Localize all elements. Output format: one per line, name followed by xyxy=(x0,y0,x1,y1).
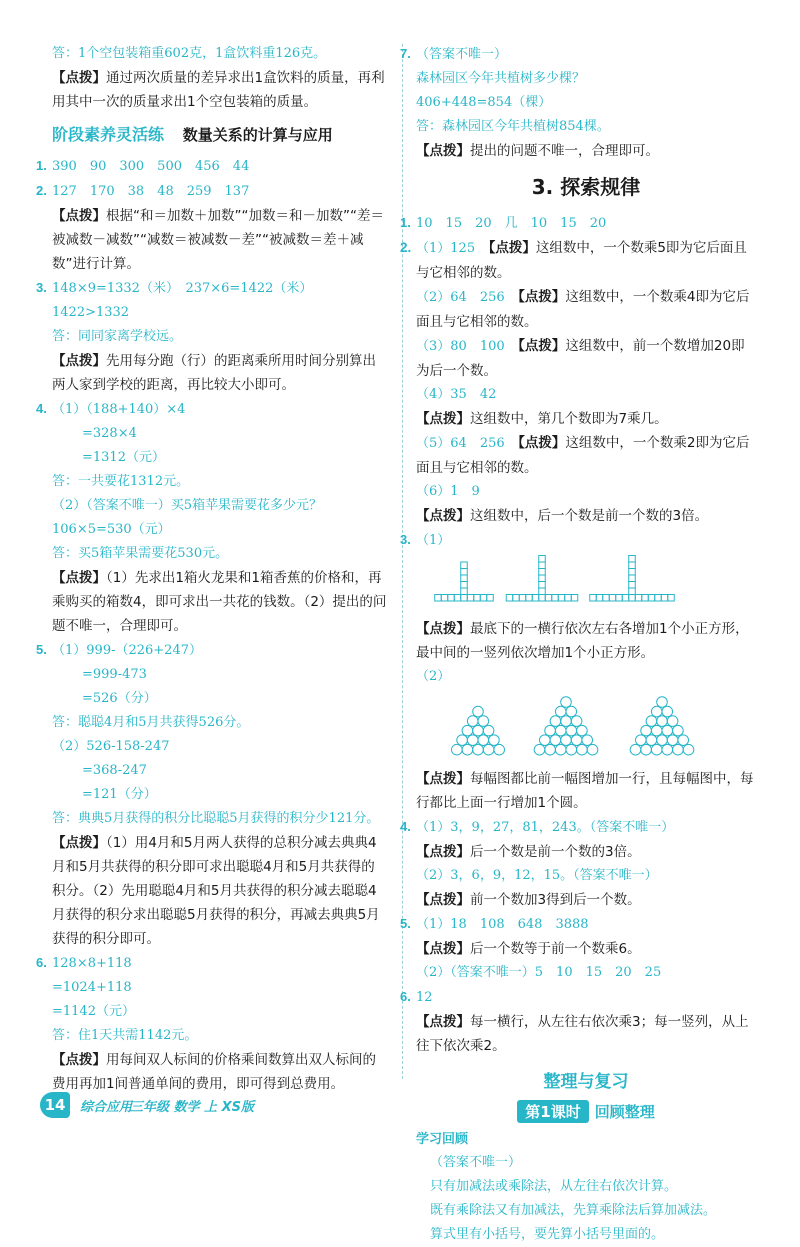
tip-tag: 【点拨】 xyxy=(518,435,566,451)
pattern-circle xyxy=(566,725,577,736)
pattern-square xyxy=(629,582,636,589)
answer-line: 答：典典5月获得的积分比聪聪5月获得的积分少121分。 xyxy=(52,811,380,826)
question-number: 7. xyxy=(400,46,411,61)
question-1 xyxy=(36,154,388,179)
question-number: 4. xyxy=(36,401,47,416)
answer-text: 12 xyxy=(416,990,433,1005)
pattern-circle xyxy=(457,735,468,746)
answer-line: （2）（答案不唯一）买5箱苹果需要花多少元？ xyxy=(52,498,323,513)
pattern-square xyxy=(539,588,546,595)
question-number: 3. xyxy=(36,280,47,295)
tip-text: 后一个数是前一个数的3倍。 xyxy=(470,844,641,860)
tip-text: 后一个数等于前一个数乘6。 xyxy=(470,941,641,957)
pattern-square xyxy=(474,595,481,602)
pattern-square xyxy=(539,562,546,569)
answer-line: =1024+118 xyxy=(52,980,132,995)
pattern-square xyxy=(441,595,448,602)
pattern-square xyxy=(480,595,487,602)
pattern-circle xyxy=(555,706,566,717)
pattern-circle xyxy=(673,725,684,736)
question-4 xyxy=(36,397,388,422)
lesson-title: 回顾整理 xyxy=(594,1103,655,1121)
answer-text: （1）18 108 648 3888 xyxy=(416,917,589,932)
pattern-circle xyxy=(571,716,582,727)
answer-text: （1）（188+140）×4 xyxy=(52,402,186,417)
lesson-header xyxy=(416,1100,756,1123)
tip-paragraph xyxy=(416,617,756,665)
pattern-square xyxy=(571,595,578,602)
question-3 xyxy=(36,276,388,301)
tip-text: 先用每分跑（行）的距离乘所用时间分别算出两人家到学校的距离，再比较大小即可。 xyxy=(52,353,376,393)
tip-text: 这组数中，一个数乘5即为它后面且与它相邻的数。 xyxy=(416,240,747,281)
answer-text: （3）80 100 xyxy=(416,339,505,354)
tip-paragraph xyxy=(416,139,756,163)
tip-text: 这组数中，前一个数增加20即为后一个数。 xyxy=(416,338,745,379)
answer-text: 127 170 38 48 259 137 xyxy=(52,184,250,199)
brand-logo: 综合应用 xyxy=(80,1100,133,1115)
pattern-circle xyxy=(473,744,484,755)
pattern-circle xyxy=(478,735,489,746)
pattern-square xyxy=(532,595,539,602)
tip-paragraph xyxy=(52,349,388,397)
pattern-square xyxy=(603,595,610,602)
pattern-circle xyxy=(561,716,572,727)
tip-text: 提出的问题不唯一，合理即可。 xyxy=(470,143,659,159)
pattern-square xyxy=(655,595,662,602)
tip-text: 最底下的一横行依次左右各增加1个小正方形，最中间的一竖列依次增加1个小正方形。 xyxy=(416,621,749,661)
pattern-circle xyxy=(582,735,593,746)
tip-text: 这组数中，一个数乘4即为它后面且与它相邻的数。 xyxy=(416,289,750,330)
question-number: 6. xyxy=(36,955,47,970)
pattern-circle xyxy=(473,725,484,736)
answer-line: =1142（元） xyxy=(52,1004,135,1019)
pattern-circle xyxy=(662,725,673,736)
pattern-circle xyxy=(550,716,561,727)
pattern-circle xyxy=(667,735,678,746)
tip-text: 每一横行，从左往右依次乘3；每一竖列，从上往下依次乘2。 xyxy=(416,1014,749,1054)
answer-line: 答：同同家离学校远。 xyxy=(52,329,183,344)
left-column xyxy=(36,42,388,1096)
tip-text: 根据“和＝加数＋加数”“加数＝和－加数”“差＝被减数－减数”“减数＝被减数－差”“被减数＝差＋减数”进行计算。 xyxy=(52,208,384,272)
pattern-square xyxy=(487,595,494,602)
pattern-circle xyxy=(566,744,577,755)
pattern-square xyxy=(519,595,526,602)
review-line: 只有加减法或乘除法，从左往右依次计算。 xyxy=(430,1179,678,1194)
section-header xyxy=(52,122,388,148)
pattern-circle xyxy=(657,716,668,727)
question-number: 4. xyxy=(400,819,411,834)
pattern-square xyxy=(539,595,546,602)
question-number: 5. xyxy=(36,642,47,657)
pattern-square xyxy=(467,595,474,602)
pattern-circle xyxy=(657,735,668,746)
tip-tag: 【点拨】 xyxy=(52,353,106,369)
rule-question-3 xyxy=(400,528,756,553)
pattern-circle xyxy=(662,706,673,717)
tip-paragraph xyxy=(52,831,388,951)
pattern-square xyxy=(596,595,603,602)
answer-line: 答：1个空包装箱重602克，1盒饮料重126克。 xyxy=(52,46,327,61)
tip-tag: 【点拨】 xyxy=(518,289,566,305)
answer-line: 答：住1天共需1142元。 xyxy=(52,1028,198,1043)
rule-question-5 xyxy=(400,912,756,937)
pattern-square xyxy=(461,569,468,576)
pattern-square xyxy=(545,595,552,602)
tip-paragraph xyxy=(416,937,756,961)
pattern-circle xyxy=(467,716,478,727)
answer-line: 406+448=854（棵） xyxy=(416,95,552,110)
pattern-square xyxy=(629,562,636,569)
pattern-square xyxy=(661,595,668,602)
pattern-circle xyxy=(662,744,673,755)
pattern-circle xyxy=(641,744,652,755)
answer-text: （1）3，9，27，81，243。（答案不唯一） xyxy=(416,820,675,835)
pattern-circle xyxy=(540,735,551,746)
tip-paragraph xyxy=(52,66,388,114)
tip-paragraph xyxy=(416,840,756,864)
answer-line: 森林园区今年共植树多少棵？ xyxy=(416,71,586,86)
page-number: 14 xyxy=(40,1092,70,1118)
answer-line: =328×4 xyxy=(82,426,137,441)
pattern-square xyxy=(648,595,655,602)
pattern-square xyxy=(609,595,616,602)
answer-text: 128×8+118 xyxy=(52,956,132,971)
chapter-heading: 3. 探索规律 xyxy=(531,175,641,199)
tip-tag: 【点拨】 xyxy=(416,621,470,637)
pattern-square xyxy=(539,556,546,563)
pattern-circle xyxy=(483,725,494,736)
square-pattern-figure xyxy=(416,555,756,611)
tip-text: 通过两次质量的差异求出1盒饮料的质量，再利用其中一次的质量求出1个空包装箱的质量。 xyxy=(52,70,385,110)
pattern-circle xyxy=(555,744,566,755)
answer-line: （2） xyxy=(416,669,451,684)
pattern-circle xyxy=(550,735,561,746)
question-5 xyxy=(36,638,388,663)
pattern-square xyxy=(590,595,597,602)
right-column xyxy=(400,42,756,1247)
tip-text: 这组数中，一个数乘2即为它后面且与它相邻的数。 xyxy=(416,435,750,476)
tip-paragraph xyxy=(416,504,756,528)
review-heading: 整理与复习 xyxy=(543,1072,629,1092)
tip-tag: 【点拨】 xyxy=(416,941,470,957)
answer-line: =121（分） xyxy=(82,787,157,802)
tip-text: 用每间双人标间的价格乘间数算出双人标间的费用再加1间普通单间的费用，即可得到总费用。 xyxy=(52,1052,376,1092)
pattern-circle xyxy=(667,716,678,727)
pattern-circle xyxy=(555,725,566,736)
pattern-square xyxy=(635,595,642,602)
answer-line: （2）526-158-247 xyxy=(52,739,170,754)
tip-paragraph xyxy=(52,1048,388,1096)
answer-line: 答：森林园区今年共植树854棵。 xyxy=(416,119,610,134)
pattern-square xyxy=(526,595,533,602)
tip-tag: 【点拨】 xyxy=(52,1052,106,1068)
tip-paragraph xyxy=(416,407,756,431)
pattern-square xyxy=(506,595,513,602)
tip-tag: 【点拨】 xyxy=(52,70,106,86)
pattern-circle xyxy=(651,725,662,736)
pattern-circle xyxy=(489,735,500,746)
pattern-square xyxy=(642,595,649,602)
tip-tag: 【点拨】 xyxy=(416,844,470,860)
pattern-square xyxy=(435,595,442,602)
question-7 xyxy=(400,42,756,67)
rule-question-2c xyxy=(416,334,756,383)
section-label: 阶段素养灵活练 xyxy=(52,125,165,144)
tip-text: （1）先求出1箱火龙果和1箱香蕉的价格和，再乘购买的箱数4，即可求出一共花的钱数。（2）提出的问题不唯一，合理即可。 xyxy=(52,570,387,634)
tip-paragraph xyxy=(52,566,388,638)
pattern-circle xyxy=(577,725,588,736)
pattern-square xyxy=(629,595,636,602)
pattern-circle xyxy=(478,716,489,727)
pattern-square xyxy=(629,569,636,576)
pattern-circle xyxy=(630,744,641,755)
lesson-badge: 第1课时 xyxy=(517,1100,588,1123)
answer-line: =368-247 xyxy=(82,763,147,778)
answer-line: =526（分） xyxy=(82,691,157,706)
question-2 xyxy=(36,179,388,204)
pattern-square xyxy=(461,582,468,589)
tip-tag: 【点拨】 xyxy=(416,143,470,159)
pattern-circle xyxy=(577,744,588,755)
answer-text: 148×9=1332（米） 237×6=1422（米） xyxy=(52,281,313,296)
pattern-square xyxy=(558,595,565,602)
pattern-circle xyxy=(473,706,484,717)
pattern-circle xyxy=(641,725,652,736)
tip-tag: 【点拨】 xyxy=(416,892,470,908)
question-number: 6. xyxy=(400,989,411,1004)
answer-text: 390 90 300 500 456 44 xyxy=(52,159,250,174)
answer-text: （1）125 xyxy=(416,241,476,256)
tip-paragraph xyxy=(52,204,388,276)
pattern-square xyxy=(616,595,623,602)
pattern-circle xyxy=(483,744,494,755)
tip-tag: 【点拨】 xyxy=(52,570,106,586)
tip-text: 这组数中，第几个数即为7乘几。 xyxy=(470,411,668,427)
review-line: （答案不唯一） xyxy=(430,1155,522,1170)
review-line: 算式里有小括号，要先算小括号里面的。 xyxy=(430,1227,665,1242)
pattern-square xyxy=(565,595,572,602)
answer-line: （4）35 42 xyxy=(416,387,497,402)
answer-line: （6）1 9 xyxy=(416,484,480,499)
pattern-square xyxy=(461,562,468,569)
answer-text: （5）64 256 xyxy=(416,436,505,451)
rule-question-2e xyxy=(416,431,756,480)
answer-line: 答：一共要花1312元。 xyxy=(52,474,190,489)
answer-line: 答：买5箱苹果需要花530元。 xyxy=(52,546,229,561)
pattern-circle xyxy=(452,744,463,755)
pattern-circle xyxy=(534,744,545,755)
pattern-square xyxy=(461,595,468,602)
answer-text: （1）999-（226+247） xyxy=(52,643,202,658)
answer-text: （2）64 256 xyxy=(416,290,505,305)
pattern-circle xyxy=(678,735,689,746)
pattern-square xyxy=(629,588,636,595)
section-title: 数量关系的计算与应用 xyxy=(182,126,333,144)
subsection-label: 学习回顾 xyxy=(416,1132,469,1147)
tip-text: 每幅图都比前一幅图增加一行，且每幅图中，每行都比上面一行增加1个圆。 xyxy=(416,771,754,811)
rule-question-2a xyxy=(400,236,756,285)
pattern-circle xyxy=(636,735,647,746)
answer-line: =999-473 xyxy=(82,667,147,682)
pattern-circle xyxy=(494,744,505,755)
pattern-circle xyxy=(545,725,556,736)
rule-question-4 xyxy=(400,815,756,840)
tip-tag: 【点拨】 xyxy=(52,835,106,851)
pattern-square xyxy=(448,595,455,602)
tip-paragraph xyxy=(416,767,756,815)
answer-text: 10 15 20 几 10 15 20 xyxy=(416,216,607,231)
pattern-circle xyxy=(561,697,572,708)
tip-text: 这组数中，后一个数是前一个数的3倍。 xyxy=(470,508,709,524)
answer-line: =1312（元） xyxy=(82,450,165,465)
pattern-circle xyxy=(673,744,684,755)
pattern-square xyxy=(461,588,468,595)
pattern-circle xyxy=(545,744,556,755)
tip-tag: 【点拨】 xyxy=(416,1014,470,1030)
pattern-square xyxy=(461,575,468,582)
pattern-circle xyxy=(651,706,662,717)
rule-question-2b xyxy=(416,285,756,334)
pattern-square xyxy=(539,582,546,589)
tip-text: 前一个数加3得到后一个数。 xyxy=(470,892,641,908)
book-series: 三年级 数学 上 XS版 xyxy=(130,1100,254,1115)
pattern-square xyxy=(539,569,546,576)
pattern-square xyxy=(668,595,675,602)
pattern-circle xyxy=(683,744,694,755)
answer-line: 106×5=530（元） xyxy=(52,522,171,537)
question-number: 2. xyxy=(400,240,412,255)
rule-question-1 xyxy=(400,211,756,236)
pattern-circle xyxy=(561,735,572,746)
tip-text: （1）用4月和5月两人获得的总积分减去典典4月和5月共获得的积分即可求出聪聪4月和5月共获得的积分。（2）先用聪聪4月和5月共获得的积分减去聪聪4月获得的积分求出聪聪5月获得的积分，再减去典典5月获得的积分即可。 xyxy=(52,835,380,947)
question-number: 2. xyxy=(36,183,47,198)
tip-tag: 【点拨】 xyxy=(52,208,106,224)
answer-line: （2）（答案不唯一）5 10 15 20 25 xyxy=(416,965,662,980)
pattern-square xyxy=(629,556,636,563)
tip-paragraph xyxy=(416,888,756,912)
pattern-square xyxy=(454,595,461,602)
pattern-square xyxy=(622,595,629,602)
pattern-circle xyxy=(646,716,657,727)
question-number: 1. xyxy=(36,158,47,173)
tip-tag: 【点拨】 xyxy=(488,240,536,256)
pattern-square xyxy=(629,575,636,582)
circle-triangle-figure xyxy=(416,691,756,761)
answer-line: （2）3，6，9，12，15。（答案不唯一） xyxy=(416,868,658,883)
question-number: 3. xyxy=(400,532,411,547)
pattern-square xyxy=(629,555,636,556)
pattern-circle xyxy=(657,697,668,708)
pattern-circle xyxy=(587,744,598,755)
tip-tag: 【点拨】 xyxy=(416,771,470,787)
answer-text: （答案不唯一） xyxy=(416,47,508,62)
pattern-square xyxy=(552,595,559,602)
tip-paragraph xyxy=(416,1010,756,1058)
pattern-circle xyxy=(646,735,657,746)
pattern-circle xyxy=(462,725,473,736)
question-6 xyxy=(36,951,388,976)
review-line: 既有乘除法又有加减法，先算乘除法后算加减法。 xyxy=(430,1203,717,1218)
pattern-circle xyxy=(566,706,577,717)
answer-line: 1422>1332 xyxy=(52,305,130,320)
answer-line: 答：聪聪4月和5月共获得526分。 xyxy=(52,715,250,730)
tip-tag: 【点拨】 xyxy=(416,508,470,524)
page-footer xyxy=(40,1090,340,1120)
pattern-circle xyxy=(651,744,662,755)
tip-tag: 【点拨】 xyxy=(416,411,470,427)
pattern-square xyxy=(539,575,546,582)
pattern-circle xyxy=(462,744,473,755)
tip-tag: 【点拨】 xyxy=(518,338,566,354)
pattern-circle xyxy=(571,735,582,746)
pattern-circle xyxy=(467,735,478,746)
rule-question-6 xyxy=(400,985,756,1010)
square-pattern-svg xyxy=(416,555,756,607)
circle-pattern-svg xyxy=(416,691,756,757)
question-number: 5. xyxy=(400,916,411,931)
pattern-square xyxy=(513,595,520,602)
question-number: 1. xyxy=(400,215,411,230)
answer-text: （1） xyxy=(416,533,451,548)
